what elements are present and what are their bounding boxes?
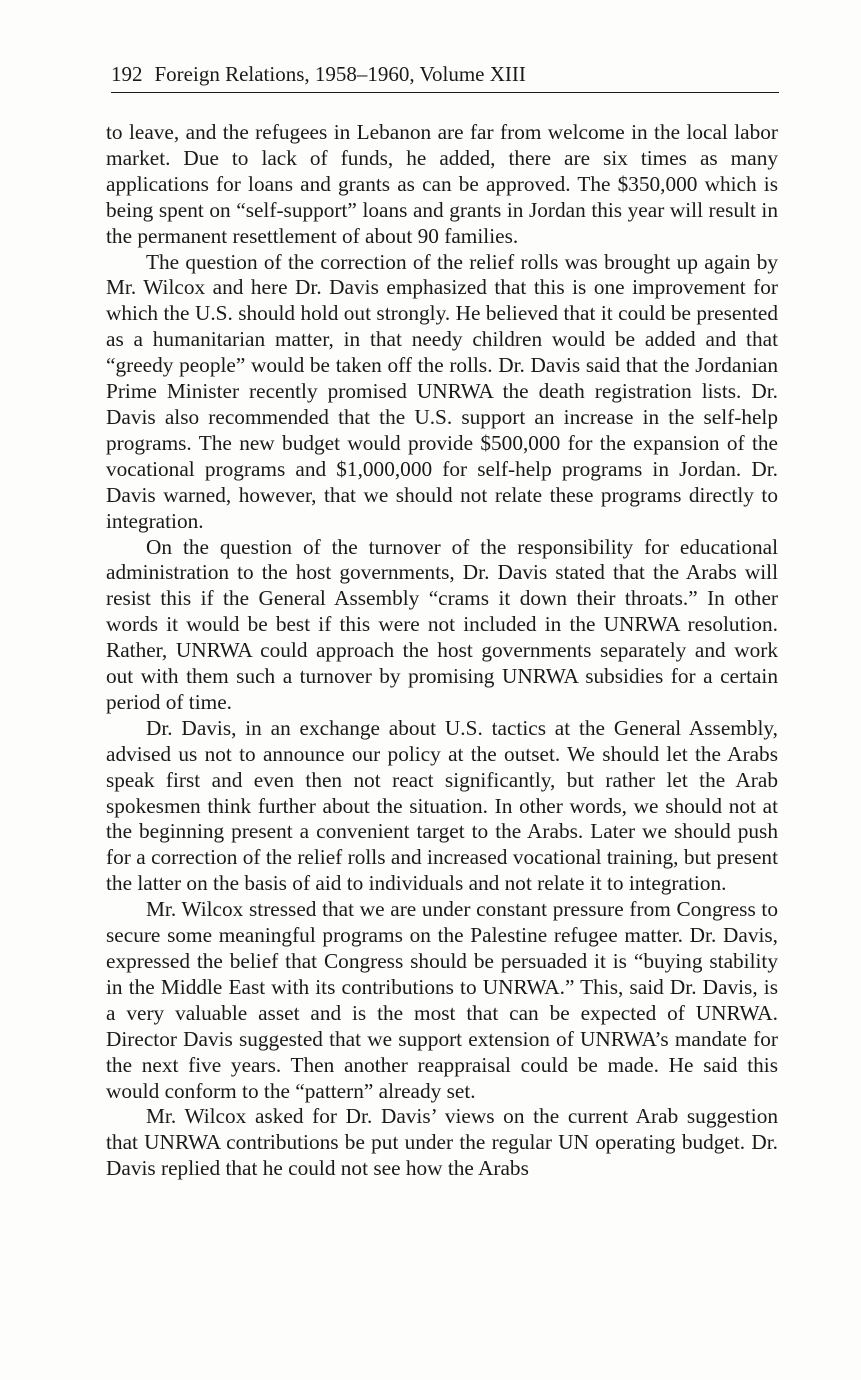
paragraph-general-assembly-tactics: Dr. Davis, in an exchange about U.S. tactics at the General Assembly, advised us not to announce our policy at the outset. We should let the Arabs speak first and even then not react significantly, but rather let the Arab spokesmen think further about the situation. In other words, we should not at the beginning present a convenient target to the Arabs. Later we should push for a correction of the relief rolls and increased vocational training, but present the latter on the basis of aid to individuals and not relate it to integration. bbox=[106, 715, 778, 896]
paragraph-educational-administration: On the question of the turnover of the responsibility for educational administration to the host governments, Dr. Davis stated that the Arabs will resist this if the General Assembly “crams it down their throats.” In other words it would be best if this were not included in the UNRWA resolution. Rather, UNRWA could approach the host governments separately and work out with them such a turnover by promising UNRWA subsidies for a certain period of time. bbox=[106, 534, 778, 714]
header-rule bbox=[111, 92, 779, 93]
body-text bbox=[106, 120, 778, 1182]
paragraph-continued: to leave, and the refugees in Lebanon are far from welcome in the local labor market. Due to lack of funds, he added, there are six times as many applications for loans and grants as can be approved. The $350,000 which is being spent on “self-support” loans and grants in Jordan this year will result in the permanent resettlement of about 90 families. bbox=[106, 120, 778, 248]
page-number: 192 bbox=[111, 62, 143, 86]
paragraph-congress-pressure: Mr. Wilcox stressed that we are under constant pressure from Congress to secure some meaningful programs on the Palestine refugee matter. Dr. Davis, expressed the belief that Congress should be persuaded it is “buying stability in the Middle East with its contributions to UNRWA.” This, said Dr. Davis, is a very valuable asset and is the most that can be expected of UNRWA. Director Davis suggested that we support extension of UNRWA’s mandate for the next five years. Then another reappraisal could be made. He said this would conform to the “pattern” already set. bbox=[106, 897, 778, 1103]
volume-title: Foreign Relations, 1958–1960, Volume XIII bbox=[154, 62, 526, 86]
paragraph-relief-rolls: The question of the correction of the relief rolls was brought up again by Mr. Wilcox and here Dr. Davis emphasized that this is one improvement for which the U.S. should hold out strongly. He believed that it could be presented as a humanitarian matter, in that needy children would be added and that “greedy people” would be taken off the rolls. Dr. Davis said that the Jordanian Prime Minister recently promised UNRWA the death registration lists. Dr. Davis also recommended that the U.S. support an increase in the self-help programs. The new budget would provide $500,000 for the expansion of the vocational programs and $1,000,000 for self-help programs in Jordan. Dr. Davis warned, however, that we should not relate these programs directly to integration. bbox=[106, 249, 778, 533]
running-head bbox=[111, 60, 779, 88]
paragraph-un-operating-budget: Mr. Wilcox asked for Dr. Davis’ views on the current Arab suggestion that UNRWA contributions be put under the regular UN operating budget. Dr. Davis replied that he could not see how the Arabs bbox=[106, 1104, 778, 1181]
